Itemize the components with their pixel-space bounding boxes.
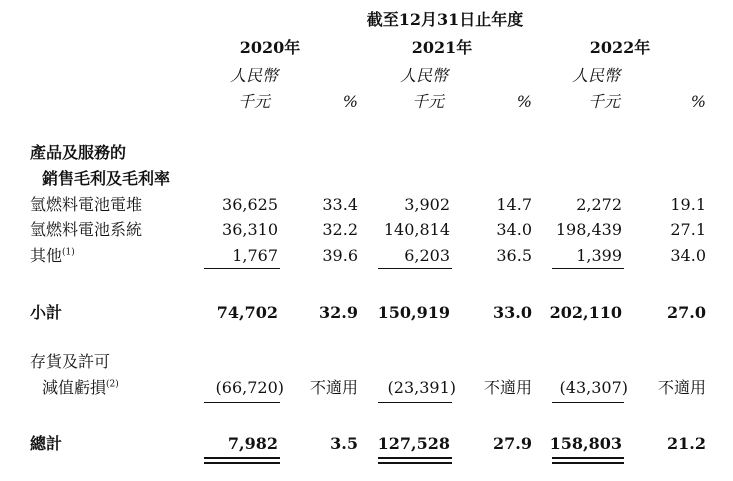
- unit-label-2020: 千元: [237, 92, 270, 111]
- cell-system-2021-pct: 34.0: [496, 220, 532, 239]
- underline-2022: [552, 268, 624, 269]
- percent-label-2022: %: [690, 92, 706, 111]
- impairment-label-line2: [42, 378, 119, 398]
- cell-stack-2021-amount: 3,902: [404, 195, 450, 214]
- cell-system-2020-pct: 32.2: [322, 220, 358, 239]
- cell-subtotal-2022-pct: 27.0: [667, 303, 706, 322]
- impairment-label-line1: 存貨及許可: [30, 352, 111, 371]
- cell-system-2021-amount: 140,814: [383, 220, 450, 239]
- cell-total-2020-pct: 3.5: [330, 434, 358, 453]
- cell-impairment-2022-amount: (43,307): [559, 378, 628, 397]
- cell-stack-2020-amount: 36,625: [222, 195, 278, 214]
- cell-other-2020-pct: 39.6: [322, 246, 358, 265]
- cell-subtotal-2021-pct: 33.0: [493, 303, 532, 322]
- underline-impairment-2020: [204, 402, 280, 403]
- unit-label-2021: 千元: [411, 92, 444, 111]
- footnote-2-ref: (2): [106, 379, 119, 390]
- impairment-label-line2-text: 減值虧損: [42, 378, 107, 397]
- double-underline-2021-bottom: [378, 462, 452, 464]
- subtotal-label: 小計: [30, 303, 63, 322]
- cell-subtotal-2021-amount: 150,919: [377, 303, 450, 322]
- currency-label-2022: 人民幣: [571, 66, 620, 85]
- cell-subtotal-2020-pct: 32.9: [319, 303, 358, 322]
- cell-total-2022-amount: 158,803: [549, 434, 622, 453]
- currency-label-2020: 人民幣: [229, 66, 278, 85]
- cell-stack-2021-pct: 14.7: [496, 195, 532, 214]
- currency-label-2021: 人民幣: [399, 66, 448, 85]
- cell-other-2022-pct: 34.0: [670, 246, 706, 265]
- cell-system-2022-amount: 198,439: [555, 220, 622, 239]
- row-label-stack: 氫燃料電池電堆: [30, 195, 143, 214]
- cell-other-2021-amount: 6,203: [404, 246, 450, 265]
- underline-2021: [378, 268, 452, 269]
- section-title-line2: 銷售毛利及毛利率: [42, 169, 171, 188]
- cell-subtotal-2020-amount: 74,702: [216, 303, 278, 322]
- double-underline-2020-top: [204, 457, 280, 459]
- cell-impairment-2020-amount: (66,720): [215, 378, 284, 397]
- cell-other-2021-pct: 36.5: [496, 246, 532, 265]
- section-title-line1: 產品及服務的: [30, 143, 127, 162]
- cell-stack-2022-pct: 19.1: [670, 195, 706, 214]
- cell-stack-2020-pct: 33.4: [322, 195, 358, 214]
- cell-system-2022-pct: 27.1: [670, 220, 706, 239]
- cell-impairment-2022-pct: 不適用: [657, 378, 706, 397]
- unit-label-2022: 千元: [587, 92, 620, 111]
- cell-impairment-2021-pct: 不適用: [483, 378, 532, 397]
- cell-subtotal-2022-amount: 202,110: [549, 303, 622, 322]
- cell-impairment-2021-amount: (23,391): [387, 378, 456, 397]
- percent-label-2021: %: [516, 92, 532, 111]
- row-label-system: 氫燃料電池系統: [30, 220, 143, 239]
- cell-total-2022-pct: 21.2: [667, 434, 706, 453]
- cell-total-2021-amount: 127,528: [377, 434, 450, 453]
- cell-impairment-2020-pct: 不適用: [309, 378, 358, 397]
- cell-system-2020-amount: 36,310: [222, 220, 278, 239]
- row-label-other: [30, 246, 75, 266]
- underline-impairment-2021: [378, 402, 452, 403]
- footnote-1-ref: (1): [62, 247, 75, 258]
- year-2020-header: 2020年: [239, 38, 301, 57]
- cell-other-2022-amount: 1,399: [576, 246, 622, 265]
- percent-label-2020: %: [342, 92, 358, 111]
- double-underline-2022-bottom: [552, 462, 624, 464]
- year-2021-header: 2021年: [411, 38, 473, 57]
- year-2022-header: 2022年: [589, 38, 651, 57]
- underline-2020: [204, 268, 280, 269]
- double-underline-2021-top: [378, 457, 452, 459]
- cell-total-2021-pct: 27.9: [493, 434, 532, 453]
- underline-impairment-2022: [552, 402, 624, 403]
- cell-total-2020-amount: 7,982: [227, 434, 278, 453]
- row-label-other-text: 其他: [30, 246, 63, 265]
- total-label: 總計: [30, 434, 63, 453]
- cell-other-2020-amount: 1,767: [232, 246, 278, 265]
- double-underline-2020-bottom: [204, 462, 280, 464]
- cell-stack-2022-amount: 2,272: [576, 195, 622, 214]
- period-title: 截至12月31日止年度: [366, 10, 524, 29]
- double-underline-2022-top: [552, 457, 624, 459]
